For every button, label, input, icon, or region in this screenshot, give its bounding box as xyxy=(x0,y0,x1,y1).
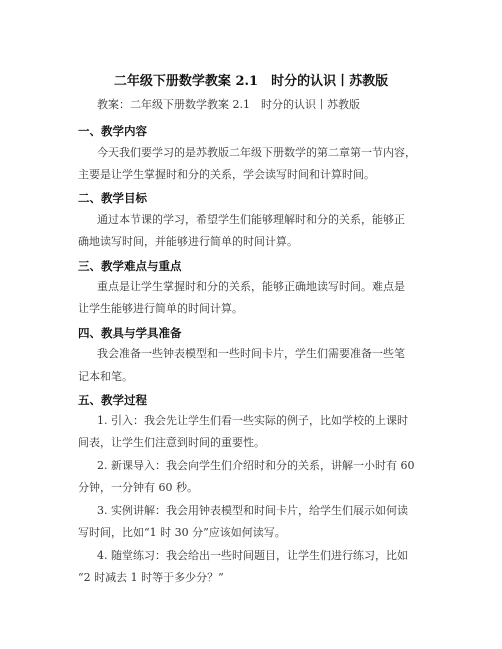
paragraph-line: 4. 随堂练习：我会给出一些时间题目，让学生们进行练习，比如 xyxy=(97,549,408,562)
paragraph-line: 1. 引入：我会先让学生们看一些实际的例子，比如学校的上课时 xyxy=(97,414,408,427)
paragraph-line: 我会准备一些钟表模型和一些时间卡片，学生们需要准备一些笔 xyxy=(97,347,405,360)
paragraph-line: 今天我们要学习的是苏教版二年级下册数学的第二章第一节内容， xyxy=(97,146,416,159)
paragraph-line: 写时间，比如“1 时 30 分”应该如何读写。 xyxy=(78,526,286,539)
paragraph-line: 通过本节课的学习，希望学生们能够理解时和分的关系，能够正 xyxy=(97,213,405,226)
section-heading-3: 三、教学难点与重点 xyxy=(78,259,182,273)
paragraph-line: “2 时减去 1 时等于多少分？” xyxy=(78,571,224,584)
document-title: 二年级下册数学教案 2.1 时分的认识丨苏教版 xyxy=(113,74,389,89)
paragraph-line: 间表，让学生们注意到时间的重要性。 xyxy=(78,436,265,449)
section-heading-1: 一、教学内容 xyxy=(78,124,147,138)
paragraph-line: 3. 实例讲解：我会用钟表模型和时间卡片，给学生们展示如何读 xyxy=(97,504,408,517)
subtitle-line: 教案：二年级下册数学教案 2.1 时分的认识丨苏教版 xyxy=(97,98,360,111)
paragraph-line: 2. 新课导入：我会向学生们介绍时和分的关系，讲解一小时有 60 xyxy=(97,459,415,472)
paragraph-line: 主要是让学生掌握时和分的关系，学会读写时间和计算时间。 xyxy=(78,168,375,181)
paragraph-line: 确地读写时间，并能够进行简单的时间计算。 xyxy=(78,235,298,248)
paragraph-line: 记本和笔。 xyxy=(78,370,133,383)
paragraph-line: 分钟，一分钟有 60 秒。 xyxy=(78,481,198,494)
section-heading-5: 五、教学过程 xyxy=(78,393,147,407)
paragraph-line: 重点是让学生掌握时和分的关系，能够正确地读写时间。难点是 xyxy=(97,280,405,293)
paragraph-line: 让学生能够进行简单的时间计算。 xyxy=(78,302,243,315)
section-heading-2: 二、教学目标 xyxy=(78,191,147,205)
section-heading-4: 四、教具与学具准备 xyxy=(78,326,182,340)
